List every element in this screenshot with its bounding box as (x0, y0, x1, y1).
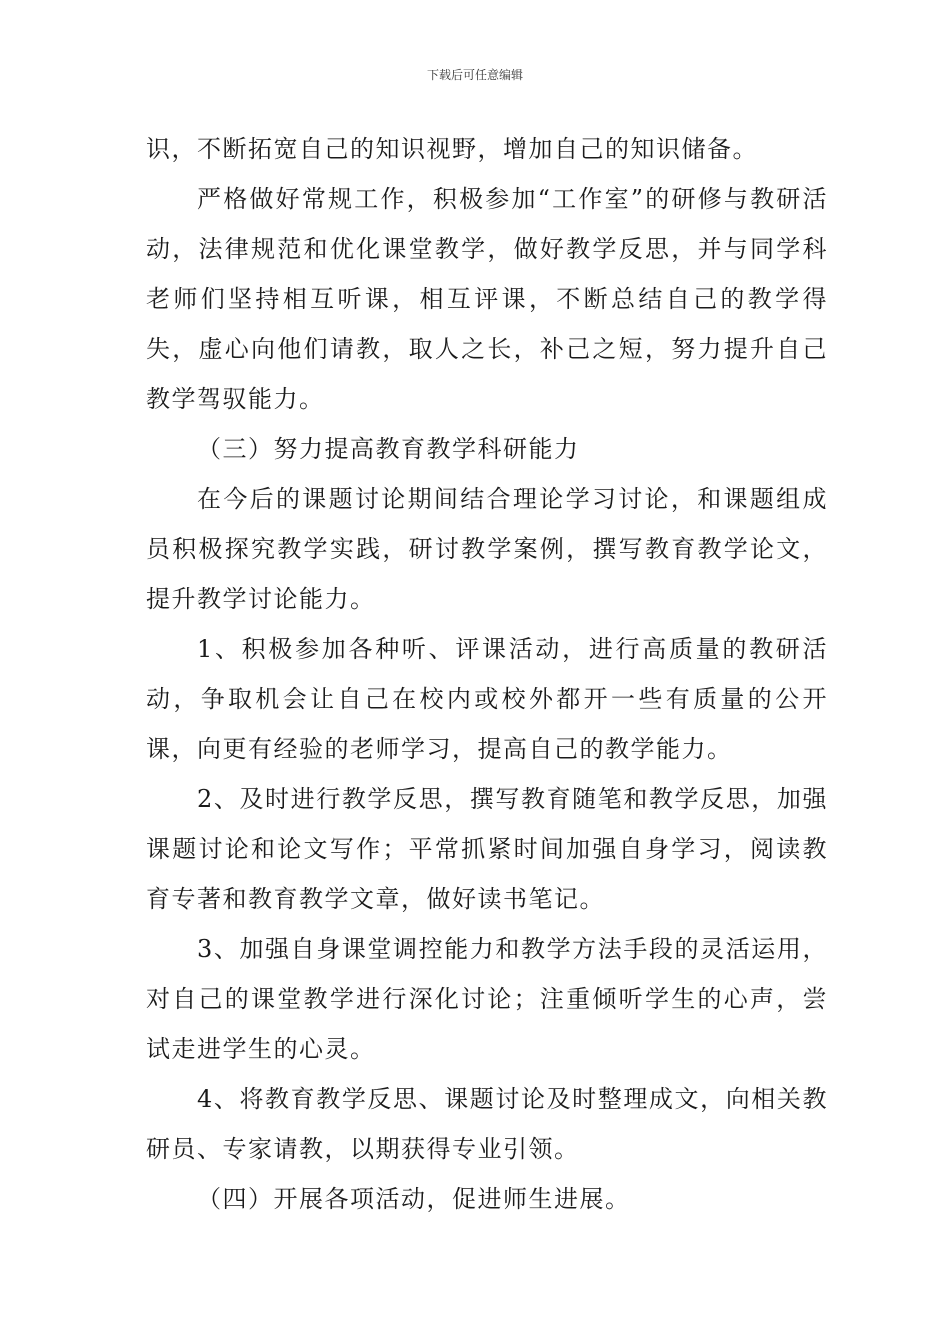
paragraph-continuation: 识，不断拓宽自己的知识视野，增加自己的知识储备。 (146, 135, 758, 163)
document-body (146, 124, 828, 1224)
paragraph-routine-work: 严格做好常规工作，积极参加“工作室”的研修与教研活动，法律规范和优化课堂教学，做好教学反思，并与同学科老师们坚持相互听课，相互评课，不断总结自己的教学得失，虚心向他们请教，取人之长，补己之短，努力提升自己教学驾驭能力。 (146, 185, 828, 413)
list-item-2: 2、及时进行教学反思，撰写教育随笔和教学反思，加强课题讨论和论文写作；平常抓紧时间加强自身学习，阅读教育专著和教育教学文章，做好读书笔记。 (146, 785, 828, 913)
list-item-3: 3、加强自身课堂调控能力和教学方法手段的灵活运用，对自己的课堂教学进行深化讨论；注重倾听学生的心声，尝试走进学生的心灵。 (146, 935, 828, 1063)
section-heading-3: （三）努力提高教育教学科研能力 (197, 435, 580, 463)
page-header-note: 下载后可任意编辑 (426, 68, 523, 82)
list-item-1: 1、积极参加各种听、评课活动，进行高质量的教研活动，争取机会让自己在校内或校外都开一些有质量的公开课，向更有经验的老师学习，提高自己的教学能力。 (146, 635, 828, 763)
paragraph-research-plan: 在今后的课题讨论期间结合理论学习讨论，和课题组成员积极探究教学实践，研讨教学案例，撰写教育教学论文，提升教学讨论能力。 (146, 485, 828, 613)
section-heading-4: （四）开展各项活动，促进师生进展。 (197, 1185, 631, 1213)
list-item-4: 4、将教育教学反思、课题讨论及时整理成文，向相关教研员、专家请教，以期获得专业引领。 (146, 1085, 828, 1163)
